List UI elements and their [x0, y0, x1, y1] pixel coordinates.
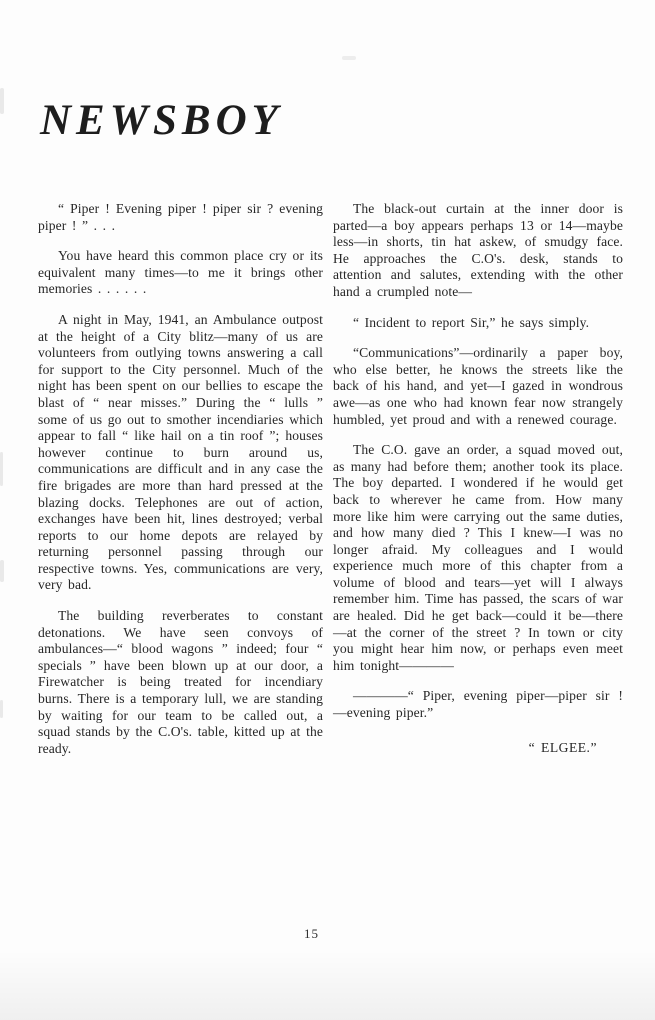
two-column-text — [38, 201, 623, 771]
author-signature: “ ELGEE.” — [528, 739, 597, 755]
paragraph: ————“ Piper, evening piper—piper sir ! —evening piper.” — [333, 688, 623, 721]
scan-smudge — [0, 560, 4, 582]
paragraph: You have heard this common place cry or its equivalent many times—to me it brings other memories . . . . . . — [38, 248, 323, 297]
page-title: NEWSBOY — [40, 97, 283, 144]
right-column — [333, 201, 623, 771]
scan-shadow — [0, 950, 655, 1020]
paragraph: “ Piper ! Evening piper ! piper sir ? evening piper ! ” . . . — [38, 201, 323, 233]
left-column — [38, 201, 323, 771]
scan-smudge — [0, 88, 4, 114]
paragraph: “Communications”—ordinarily a paper boy, who else better, he knows the streets like the back of his hand, and yet—I gazed in wondrous awe—as one who had known fear now strangely humbled, yet proud and with a renewed courage. — [333, 345, 623, 427]
scan-smudge — [0, 700, 3, 718]
page-number: 15 — [304, 926, 319, 941]
scan-fleck — [342, 56, 356, 60]
paragraph: The black-out curtain at the inner door is parted—a boy appears perhaps 13 or 14—maybe less—in shorts, tin hat askew, of smudgy face. He approaches the C.O's. desk, stands to attention and salutes, extending with the other hand a crumpled note— — [333, 201, 623, 299]
scan-smudge — [0, 452, 3, 486]
paragraph: “ Incident to report Sir,” he says simply. — [353, 314, 590, 330]
paragraph: The building reverberates to constant detonations. We have seen convoys of ambulances—“ blood wagons ” indeed; four “ specials ” have been blown up at our door, a Firewatcher is being treated for incendiary burns. There is a temporary lull, we are standing by waiting for our team to be called out, a squad stands by the C.O's. table, kitted up at the ready. — [38, 608, 323, 756]
paragraph: A night in May, 1941, an Ambulance outpost at the height of a City blitz—many of us are volunteers from outlying towns answering a call for support to the City personnel. Much of the night has been spent on our bellies to escape the blast of “ near misses.” During the “ lulls ” some of us go out to smother incendiaries which appear to fall “ like hail on a tin roof ”; houses however continue to burn around us, communications are difficult and in any case the fire brigades are more than hard pressed at the blazing docks. Telephones are out of action, exchanges have been hit, lines destroyed; verbal reports to our home depots are relayed by returning personnel passing through our respective towns. Yes, communications are very, very bad. — [38, 311, 323, 593]
paragraph: The C.O. gave an order, a squad moved out, as many had before them; another took its place. The boy departed. I wondered if he would get back to wherever he came from. How many more like him were carrying out the same duties, and how many died ? This I knew—I was no longer afraid. My colleagues and I would experience much more of this chapter from a volume of blood and tears—yet will I always remember him. Time has passed, the scars of war are healed. Did he get back—could it be—there—at the corner of the street ? In town or city you might hear him now, or perhaps even meet him tonight———— — [333, 442, 623, 673]
